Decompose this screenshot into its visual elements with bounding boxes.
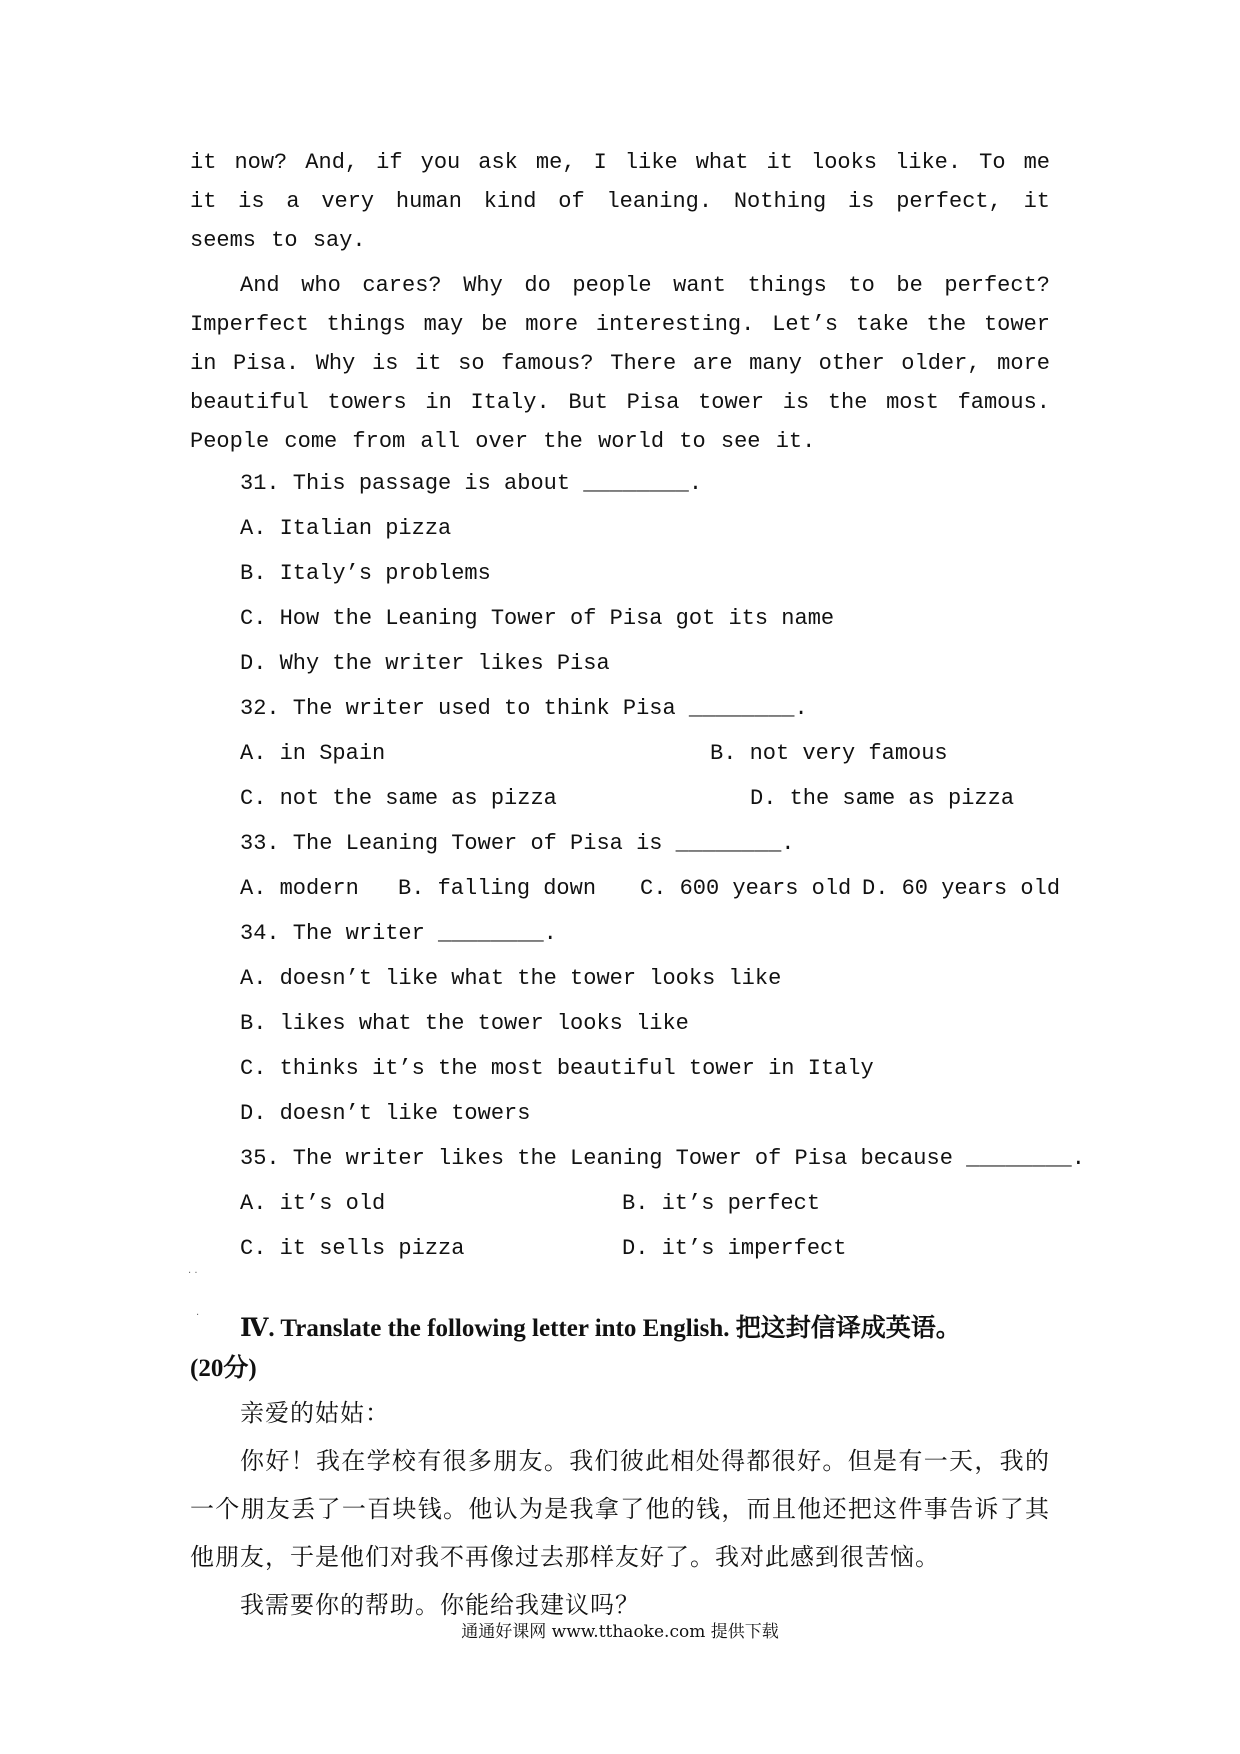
option: A. Italian pizza (240, 516, 452, 541)
option: D. 60 years old (862, 876, 1061, 901)
option: B. it’s perfect (622, 1191, 821, 1216)
option: C. not the same as pizza (240, 786, 557, 811)
reading-passage (190, 143, 1050, 461)
page-content (190, 143, 1085, 1629)
question-stem: 33. The Leaning Tower of Pisa is ________. (240, 831, 795, 856)
scan-mark: · (196, 1310, 200, 1321)
passage-paragraph: it now? And, if you ask me, I like what it looks like. To me it is a very human kind of leaning. Nothing is perfect, it seems to say. (190, 150, 1050, 253)
option: D. the same as pizza (750, 786, 1015, 811)
option: A. in Spain (240, 741, 386, 766)
question-stem: 34. The writer ________. (240, 921, 557, 946)
option: A. modern (240, 876, 359, 901)
question-33 (190, 821, 1061, 911)
scan-mark: · · (188, 1268, 198, 1279)
question-stem: 31. This passage is about ________. (240, 471, 703, 496)
option: B. not very famous (710, 741, 948, 766)
option: C. thinks it’s the most beautiful tower in Italy (240, 1056, 874, 1081)
question-31 (190, 461, 1050, 686)
option: A. it’s old (240, 1191, 386, 1216)
letter-salutation: 亲爱的姑姑： (240, 1399, 390, 1427)
option: B. Italy’s problems (240, 561, 491, 586)
option: C. How the Leaning Tower of Pisa got its name (240, 606, 835, 631)
question-stem: 32. The writer used to think Pisa ________. (240, 696, 808, 721)
letter-body: 你好！我在学校有很多朋友。我们彼此相处得都很好。但是有一天，我的一个朋友丢了一百块钱。他认为是我拿了他的钱，而且他还把这件事告诉了其他朋友，于是他们对我不再像过去那样友好了。我对此感到很苦恼。 (190, 1447, 1050, 1571)
letter-body: 我需要你的帮助。你能给我建议吗？ (240, 1591, 640, 1619)
page-footer: 通通好课网 www.tthaoke.com 提供下载 (461, 1622, 779, 1642)
section-score: (20分) (190, 1355, 257, 1382)
option: B. likes what the tower looks like (240, 1011, 689, 1036)
option: D. it’s imperfect (622, 1236, 847, 1261)
option: D. doesn’t like towers (240, 1101, 531, 1126)
question-stem: 35. The writer likes the Leaning Tower of Pisa because ________. (240, 1146, 1085, 1171)
passage-paragraph: And who cares? Why do people want things to be perfect? Imperfect things may be more interesting. Let’s take the tower in Pisa. Why is it so famous? There are many other older, more beautiful towers in Italy. But Pisa tower is the most famous. People come from all over the world to see it. (190, 273, 1050, 454)
section-4 (190, 1309, 1050, 1629)
question-35 (190, 1136, 1085, 1271)
section-heading: Ⅳ. Translate the following letter into English. 把这封信译成英语。 (240, 1315, 961, 1342)
option: A. doesn’t like what the tower looks like (240, 966, 782, 991)
option: C. 600 years old (640, 876, 852, 901)
question-32 (190, 686, 1050, 821)
question-34 (190, 911, 1050, 1136)
option: B. falling down (398, 876, 597, 901)
option: C. it sells pizza (240, 1236, 465, 1261)
option: D. Why the writer likes Pisa (240, 651, 610, 676)
